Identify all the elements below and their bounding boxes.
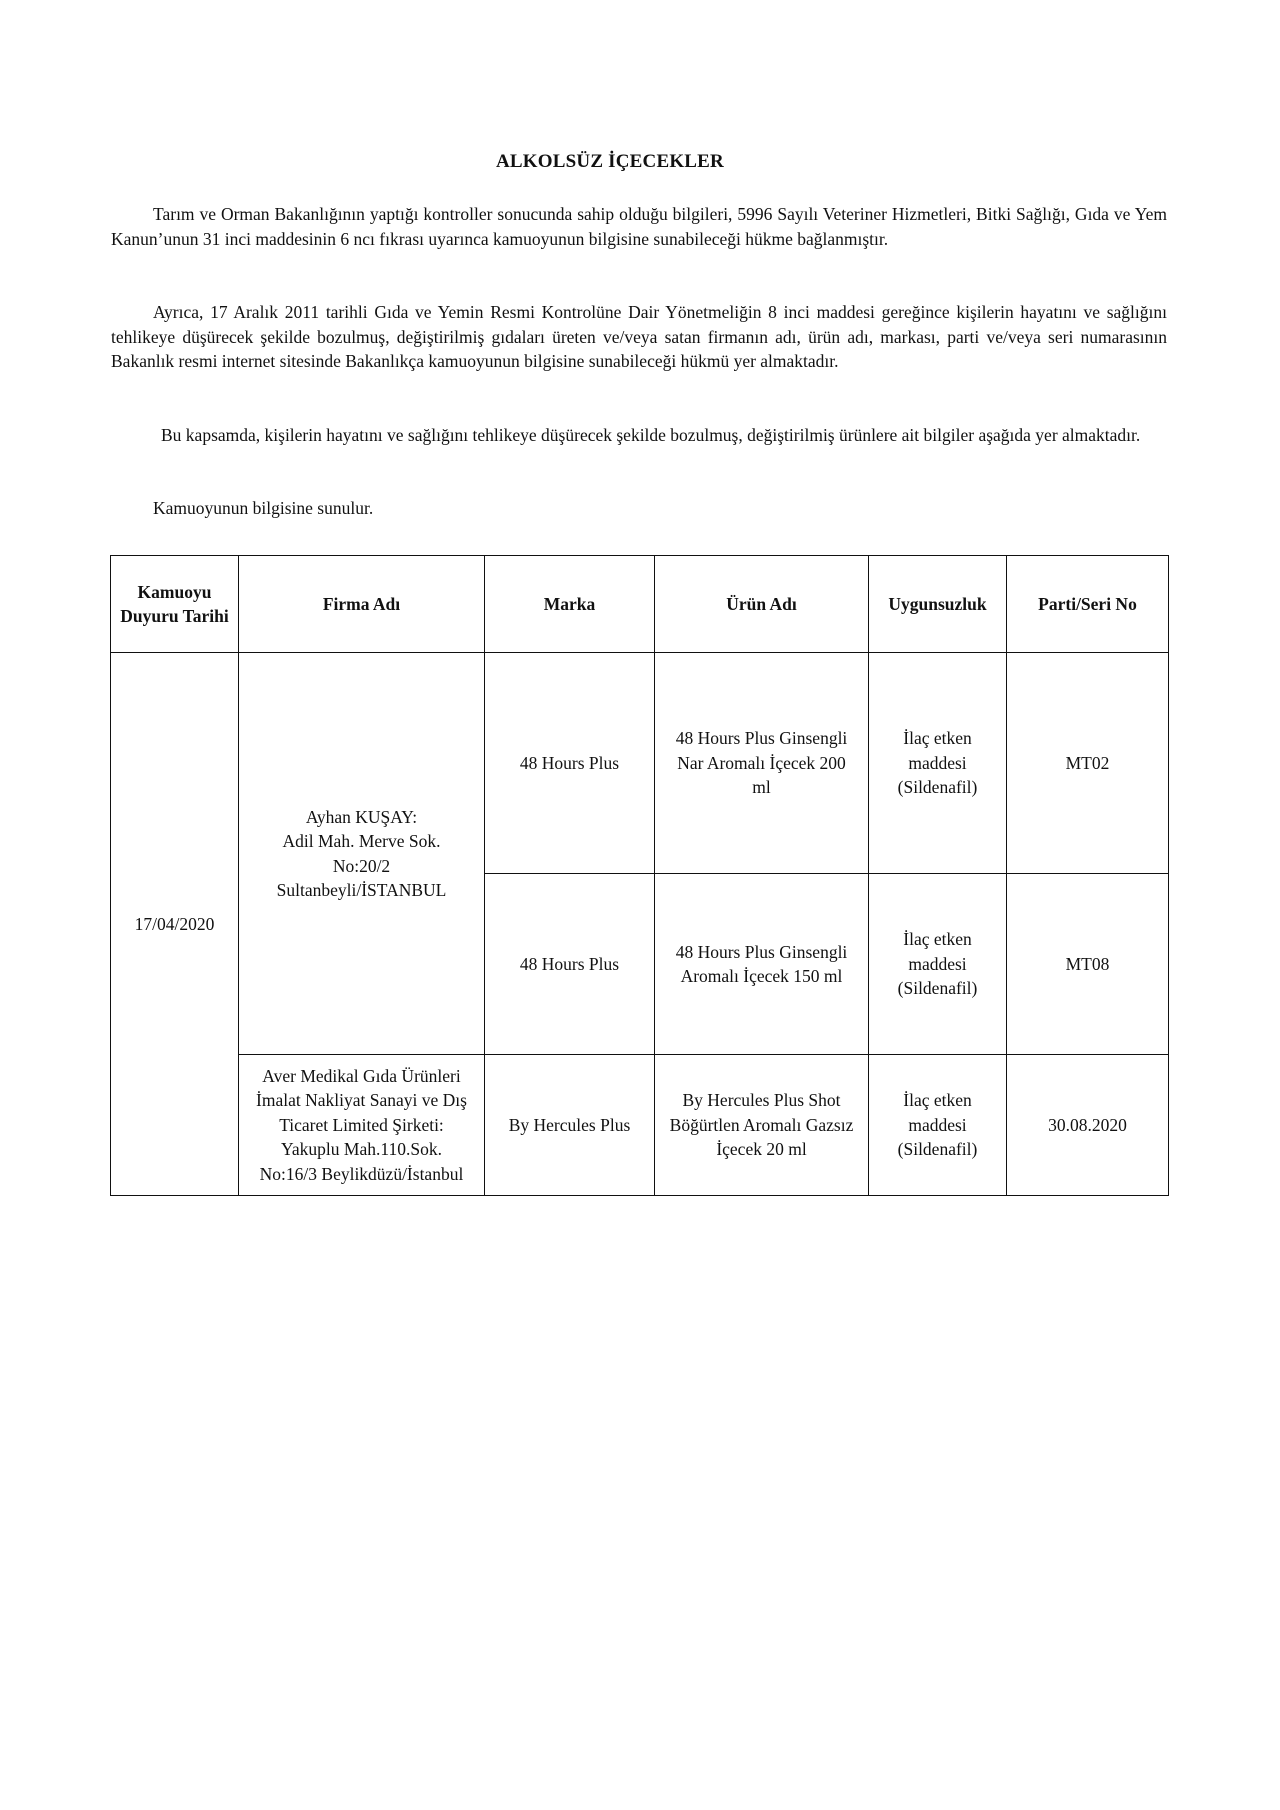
nonconformity-line: İlaç etken [903,728,972,749]
cell-batch: MT02 [1007,653,1169,874]
intro-paragraph-3: Bu kapsamda, kişilerin hayatını ve sağlığını tehlikeye düşürecek şekilde bozulmuş, değiştirilmiş ürünlere ait bilgiler aşağıda yer almaktadır. [161,425,1141,445]
header-brand: Marka [485,556,655,653]
products-table [110,555,1169,1196]
header-batch: Parti/Seri No [1007,556,1169,653]
company-2-line: Ticaret Limited Şirketi: [279,1114,444,1135]
product-line: Böğürtlen Aromalı Gazsız [669,1114,854,1135]
nonconformity-line: (Sildenafil) [897,978,978,999]
company-2-line: Aver Medikal Gıda Ürünleri [262,1065,461,1086]
product-line: İçecek 20 ml [716,1139,807,1160]
nonconformity-line: (Sildenafil) [897,1139,978,1160]
cell-brand: 48 Hours Plus [485,653,655,874]
company-2-line: İmalat Nakliyat Sanayi ve Dış [256,1090,467,1111]
cell-product [655,1055,869,1196]
header-company: Firma Adı [239,556,485,653]
product-line: ml [752,777,771,798]
nonconformity-line: İlaç etken [903,929,972,950]
document-title: ALKOLSÜZ İÇECEKLER [496,151,724,172]
product-line: 48 Hours Plus Ginsengli [675,728,848,749]
company-1-line: Sultanbeyli/İSTANBUL [276,880,447,900]
cell-nonconformity [869,1055,1007,1196]
header-product: Ürün Adı [655,556,869,653]
company-1-line: Ayhan KUŞAY: [305,806,418,827]
product-line: Aromalı İçecek 150 ml [680,966,843,986]
company-1-line: Adil Mah. Merve Sok. [282,831,441,851]
cell-brand: 48 Hours Plus [485,874,655,1055]
nonconformity-line: maddesi [908,953,967,974]
table-row [111,1055,1169,1196]
cell-company-1 [239,653,485,1055]
cell-nonconformity [869,653,1007,874]
cell-product [655,653,869,874]
cell-brand: By Hercules Plus [485,1055,655,1196]
cell-date: 17/04/2020 [111,653,239,1196]
intro-paragraph-2: Ayrıca, 17 Aralık 2011 tarihli Gıda ve Yemin Resmi Kontrolüne Dair Yönetmeliğin 8 inci maddesi gereğince kişilerin hayatını ve sağlığını tehlikeye düşürecek şekilde bozulmuş, değiştirilmiş gıdaları üreten ve/veya satan firmanın adı, ürün adı, markası, parti ve/veya seri numarasının Bakanlık resmi internet sitesinde Bakanlıkça kamuoyunun bilgisine sunabileceği hükmü yer almaktadır. [111,302,1167,371]
table-row [111,653,1169,874]
table-header-row [111,556,1169,653]
nonconformity-line: maddesi [908,1114,967,1135]
product-line: Nar Aromalı İçecek 200 [677,752,846,773]
intro-paragraph-4: Kamuoyunun bilgisine sunulur. [153,498,374,518]
cell-batch: 30.08.2020 [1007,1055,1169,1196]
company-2-line: No:16/3 Beylikdüzü/İstanbul [259,1163,464,1184]
cell-product [655,874,869,1055]
cell-nonconformity [869,874,1007,1055]
nonconformity-line: maddesi [908,752,967,773]
intro-paragraph-1: Tarım ve Orman Bakanlığının yaptığı kontroller sonucunda sahip olduğu bilgileri, 5996 Sayılı Veteriner Hizmetleri, Bitki Sağlığı, Gıda ve Yem Kanun’unun 31 inci maddesinin 6 ncı fıkrası uyarınca kamuoyunun bilgisine sunabileceği hükme bağlanmıştır. [111,204,1167,249]
company-2-line: Yakuplu Mah.110.Sok. [281,1139,442,1160]
company-1-line: No:20/2 [332,855,391,876]
header-nonconformity: Uygunsuzluk [869,556,1007,653]
product-line: 48 Hours Plus Ginsengli [675,941,848,962]
cell-company-2 [239,1055,485,1196]
header-date: Kamuoyu Duyuru Tarihi [111,556,239,653]
product-line: By Hercules Plus Shot [682,1090,841,1111]
nonconformity-line: (Sildenafil) [897,777,978,798]
cell-batch: MT08 [1007,874,1169,1055]
nonconformity-line: İlaç etken [903,1090,972,1111]
